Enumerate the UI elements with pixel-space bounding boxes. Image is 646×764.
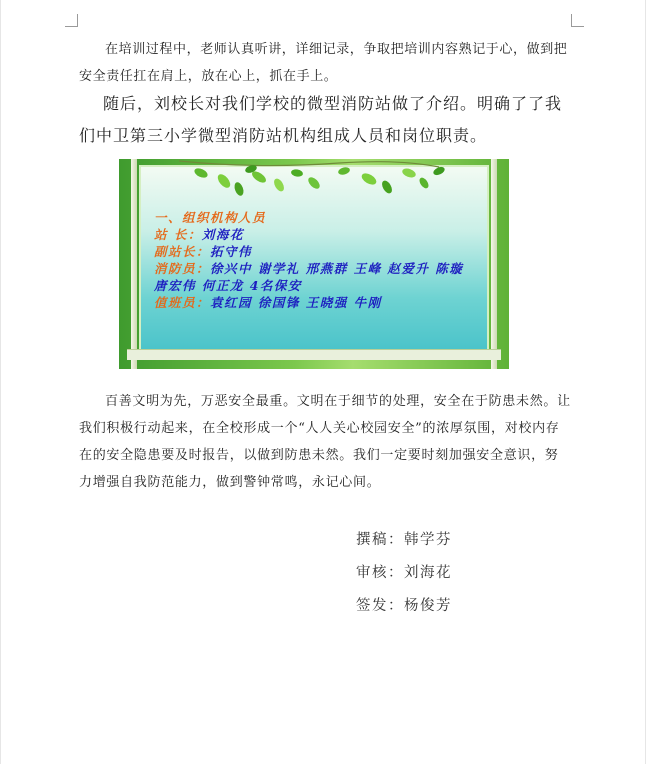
deputy-name: 拓守伟 [210,244,253,259]
org-chart-image [119,159,509,369]
org-chart-text [154,209,479,311]
board-post-right [491,159,497,369]
firefighters-label: 消防员： [154,261,211,276]
board-post-left [131,159,137,369]
org-row-deputy [154,243,479,260]
org-row-duty [154,294,479,311]
signature-author: 撰稿：韩学芬 [356,532,452,548]
duty-names: 袁红园 徐国锋 王晓强 牛刚 [210,295,382,310]
leaves-decoration [139,159,489,199]
firefighters-names: 徐兴中 谢学礼 邢燕群 王峰 赵爱升 陈璇 唐宏伟 何正龙 4名保安 [154,261,464,293]
station-head-label: 站 长： [154,227,202,242]
board-base [127,349,501,360]
org-row-station-head [154,226,479,243]
page-corner-mark-top-left [65,14,78,27]
org-row-firefighters [154,260,479,294]
paragraph-fire-station-intro: 随后，刘校长对我们学校的微型消防站做了介绍。明确了了我们中卫第三小学微型消防站机构组成人员和岗位职责。 [79,94,563,145]
paragraph-safety-message: 百善文明为先，万恶安全最重。文明在于细节的处理，安全在于防患未然。让我们积极行动起来，在全校形成一个“人人关心校园安全”的浓厚氛围，对校内存在的安全隐患要及时报告，以做到防患未然。我们一定要时刻加强安全意识，努力增强自我防范能力，做到警钟常鸣，永记心间。 [79,394,571,490]
page-corner-mark-top-right [571,14,584,27]
org-chart-title: 一、组织机构人员 [154,210,267,225]
signature-issuer: 签发：杨俊芳 [356,598,452,614]
duty-label: 值班员： [154,295,211,310]
signature-reviewer: 审核：刘海花 [356,565,452,581]
deputy-label: 副站长： [154,244,211,259]
station-head-name: 刘海花 [201,227,244,242]
paragraph-training-notes: 在培训过程中，老师认真听讲，详细记录，争取把培训内容熟记于心，做到把安全责任扛在肩上，放在心上，抓在手上。 [79,42,568,84]
